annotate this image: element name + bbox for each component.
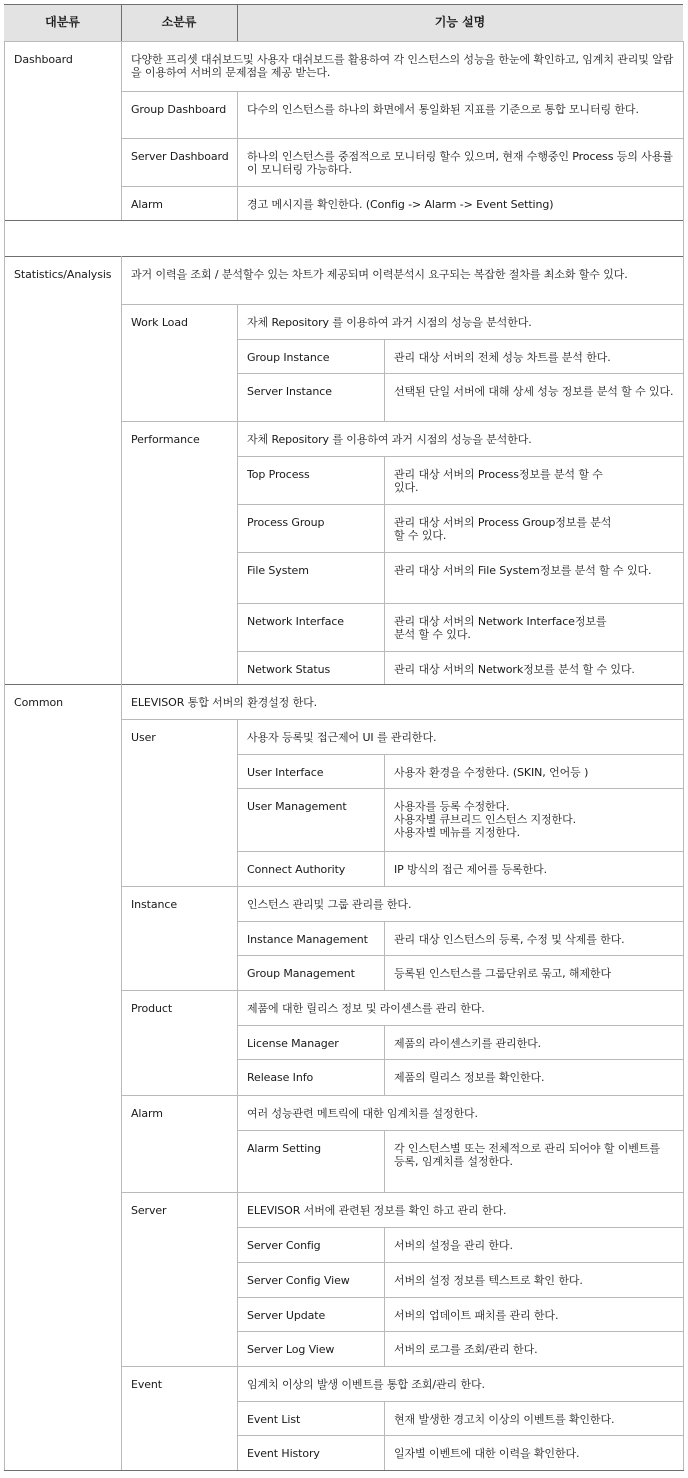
subcategory-desc-2-1: 자체 Repository 를 이용하여 과거 시점의 성능을 분석한다. bbox=[247, 433, 532, 446]
header-description: 기능 설명 bbox=[237, 4, 683, 41]
grid-line bbox=[121, 91, 683, 92]
header-subcategory: 소분류 bbox=[121, 4, 237, 41]
grid-line bbox=[4, 684, 683, 685]
grid-line bbox=[237, 1331, 683, 1332]
subcategory-desc-0-2: 경고 메시지를 확인한다. (Config -> Alarm -> Event Setting) bbox=[247, 198, 554, 211]
item-3-1-0: Instance Management bbox=[247, 933, 368, 946]
subcategory-0-2: Alarm bbox=[131, 198, 163, 211]
category-desc-0: 다양한 프리셋 대쉬보드및 사용자 대쉬보드를 활용하여 각 인스턴스의 성능을 한눈에 확인하고, 임계치 관리및 알람을 이용하여 서버의 문제점을 제공 받는다. bbox=[131, 53, 674, 79]
item-3-4-0: Server Config bbox=[247, 1239, 321, 1252]
item-2-0-0: Group Instance bbox=[247, 351, 330, 364]
category-desc-2: 과거 이력을 조회 / 분석할수 있는 차트가 제공되며 이력분석시 요구되는 복잡한 절차를 최소화 할수 있다. bbox=[131, 268, 628, 281]
item-desc-3-5-1: 일자별 이벤트에 대한 이력을 확인한다. bbox=[394, 1447, 580, 1460]
subcategory-3-5: Event bbox=[131, 1378, 163, 1391]
item-3-4-2: Server Update bbox=[247, 1309, 326, 1322]
subcategory-desc-3-1: 인스턴스 관리및 그룹 관리를 한다. bbox=[247, 898, 412, 911]
grid-line bbox=[237, 1401, 683, 1402]
grid-line bbox=[121, 421, 683, 422]
grid-line bbox=[237, 1435, 683, 1436]
grid-line bbox=[237, 1227, 683, 1228]
subcategory-2-1: Performance bbox=[131, 433, 200, 446]
category-0: Dashboard bbox=[14, 53, 73, 66]
item-desc-3-4-2: 서버의 업데이트 패치를 관리 한다. bbox=[394, 1309, 559, 1322]
subcategory-0-1: Server Dashboard bbox=[131, 150, 229, 163]
item-desc-3-4-1: 서버의 설정 정보를 텍스트로 확인 한다. bbox=[394, 1274, 583, 1287]
item-3-5-0: Event List bbox=[247, 1413, 301, 1426]
grid-line bbox=[237, 603, 683, 604]
grid-line bbox=[237, 339, 683, 340]
item-desc-3-0-1: 사용자를 등록 수정한다. 사용자별 큐브리드 인스턴스 지정한다. 사용자별 메뉴를 지정한다. bbox=[394, 800, 577, 839]
grid-line bbox=[237, 1297, 683, 1298]
grid-line bbox=[4, 41, 5, 220]
subcategory-desc-2-0: 자체 Repository 를 이용하여 과거 시점의 성능을 분석한다. bbox=[247, 316, 532, 329]
item-2-1-0: Top Process bbox=[247, 468, 310, 481]
grid-line bbox=[237, 921, 683, 922]
item-3-0-2: Connect Authority bbox=[247, 863, 346, 876]
grid-line bbox=[237, 754, 683, 755]
subcategory-desc-3-3: 여러 성능관련 메트릭에 대한 임계치를 설정한다. bbox=[247, 1107, 478, 1120]
category-3: Common bbox=[14, 696, 63, 709]
category-2: Statistics/Analysis bbox=[14, 268, 112, 281]
item-desc-3-0-2: IP 방식의 접근 제어를 등록한다. bbox=[394, 863, 547, 876]
grid-line bbox=[121, 304, 683, 305]
grid-line bbox=[121, 719, 683, 720]
grid-line bbox=[4, 220, 5, 256]
grid-line bbox=[121, 886, 683, 887]
item-desc-3-0-0: 사용자 환경을 수정한다. (SKIN, 언어등 ) bbox=[394, 766, 589, 779]
subcategory-desc-0-1: 하나의 인스턴스를 중점적으로 모니터링 할수 있으며, 현재 수행중인 Process 등의 사용률이 모니터링 가능하다. bbox=[247, 150, 673, 176]
item-desc-2-1-2: 관리 대상 서버의 File System정보를 분석 할 수 있다. bbox=[394, 564, 652, 577]
grid-line bbox=[237, 1130, 683, 1131]
subcategory-desc-3-0: 사용자 등록및 접근제어 UI 를 관리한다. bbox=[247, 731, 437, 744]
category-desc-3: ELEVISOR 통합 서버의 환경설정 한다. bbox=[131, 696, 318, 709]
item-desc-2-0-0: 관리 대상 서버의 전체 성능 차트를 분석 한다. bbox=[394, 351, 611, 364]
item-desc-3-2-0: 제품의 라이센스키를 관리한다. bbox=[394, 1037, 542, 1050]
item-3-2-1: Release Info bbox=[247, 1071, 314, 1084]
subcategory-0-0: Group Dashboard bbox=[131, 103, 227, 116]
item-desc-3-1-1: 등록된 인스턴스를 그룹단위로 묶고, 해제한다 bbox=[394, 967, 611, 980]
item-3-1-1: Group Management bbox=[247, 967, 355, 980]
item-2-1-1: Process Group bbox=[247, 516, 325, 529]
grid-line bbox=[237, 456, 683, 457]
grid-line bbox=[237, 552, 683, 553]
grid-line bbox=[121, 138, 683, 139]
grid-line bbox=[237, 1059, 683, 1060]
item-desc-3-1-0: 관리 대상 인스턴스의 등록, 수정 및 삭제를 한다. bbox=[394, 933, 625, 946]
subcategory-2-0: Work Load bbox=[131, 316, 188, 329]
item-2-1-3: Network Interface bbox=[247, 615, 344, 628]
item-3-4-1: Server Config View bbox=[247, 1274, 350, 1287]
item-3-0-1: User Management bbox=[247, 800, 347, 813]
subcategory-3-2: Product bbox=[131, 1002, 173, 1015]
item-3-4-3: Server Log View bbox=[247, 1343, 335, 1356]
subcategory-3-0: User bbox=[131, 731, 156, 744]
subcategory-3-3: Alarm bbox=[131, 1107, 163, 1120]
item-desc-3-4-3: 서버의 로그를 조회/관리 한다. bbox=[394, 1343, 538, 1356]
grid-line bbox=[237, 373, 683, 374]
subcategory-3-4: Server bbox=[131, 1204, 167, 1217]
item-desc-3-5-0: 현재 발생한 경고치 이상의 이벤트를 확인한다. bbox=[394, 1413, 615, 1426]
grid-line bbox=[237, 651, 683, 652]
grid-line bbox=[237, 4, 238, 41]
grid-line bbox=[683, 220, 684, 256]
grid-line bbox=[121, 1366, 683, 1367]
grid-line bbox=[237, 955, 683, 956]
grid-line bbox=[121, 990, 683, 991]
grid-line bbox=[237, 851, 683, 852]
header-category: 대분류 bbox=[4, 4, 121, 41]
item-desc-2-1-1: 관리 대상 서버의 Process Group정보를 분석 할 수 있다. bbox=[394, 516, 612, 542]
grid-line bbox=[237, 504, 683, 505]
grid-line bbox=[121, 4, 122, 41]
grid-line bbox=[237, 1025, 683, 1026]
item-3-5-1: Event History bbox=[247, 1447, 320, 1460]
subcategory-desc-0-0: 다수의 인스턴스를 하나의 화면에서 통일화된 지표를 기준으로 통합 모니터링 한다. bbox=[247, 103, 639, 116]
item-3-2-0: License Manager bbox=[247, 1037, 339, 1050]
item-2-0-1: Server Instance bbox=[247, 385, 332, 398]
item-3-0-0: User Interface bbox=[247, 766, 324, 779]
item-2-1-2: File System bbox=[247, 564, 309, 577]
grid-line bbox=[4, 220, 683, 221]
grid-line bbox=[121, 1095, 683, 1096]
item-2-1-4: Network Status bbox=[247, 663, 331, 676]
grid-line bbox=[683, 41, 684, 220]
item-desc-3-2-1: 제품의 릴리스 정보를 확인한다. bbox=[394, 1071, 545, 1084]
subcategory-desc-3-5: 임계치 이상의 발생 이벤트를 통합 조회/관리 한다. bbox=[247, 1378, 485, 1391]
grid-line bbox=[4, 41, 683, 42]
item-desc-2-1-4: 관리 대상 서버의 Network정보를 분석 할 수 있다. bbox=[394, 663, 635, 676]
grid-line bbox=[683, 684, 684, 1470]
subcategory-desc-3-4: ELEVISOR 서버에 관련된 정보를 확인 하고 관리 한다. bbox=[247, 1204, 507, 1217]
item-3-3-0: Alarm Setting bbox=[247, 1142, 321, 1155]
item-desc-3-4-0: 서버의 설정을 관리 한다. bbox=[394, 1239, 513, 1252]
item-desc-3-3-0: 각 인스턴스별 또는 전체적으로 관리 되어야 할 이벤트를 등록, 임계치를 설정한다. bbox=[394, 1142, 660, 1168]
grid-line bbox=[683, 256, 684, 684]
item-desc-2-1-0: 관리 대상 서버의 Process정보를 분석 할 수 있다. bbox=[394, 468, 603, 494]
grid-line bbox=[4, 256, 5, 684]
grid-line bbox=[4, 684, 5, 1470]
grid-line bbox=[237, 788, 683, 789]
grid-line bbox=[4, 256, 683, 257]
subcategory-3-1: Instance bbox=[131, 898, 177, 911]
item-desc-2-0-1: 선택된 단일 서버에 대해 상세 성능 정보를 분석 할 수 있다. bbox=[394, 385, 674, 398]
subcategory-desc-3-2: 제품에 대한 릴리스 정보 및 라이센스를 관리 한다. bbox=[247, 1002, 485, 1015]
grid-line bbox=[4, 4, 683, 5]
grid-line bbox=[121, 186, 683, 187]
item-desc-2-1-3: 관리 대상 서버의 Network Interface정보를 분석 할 수 있다. bbox=[394, 615, 607, 641]
grid-line bbox=[121, 1192, 683, 1193]
grid-line bbox=[237, 1262, 683, 1263]
grid-line bbox=[4, 1470, 684, 1471]
